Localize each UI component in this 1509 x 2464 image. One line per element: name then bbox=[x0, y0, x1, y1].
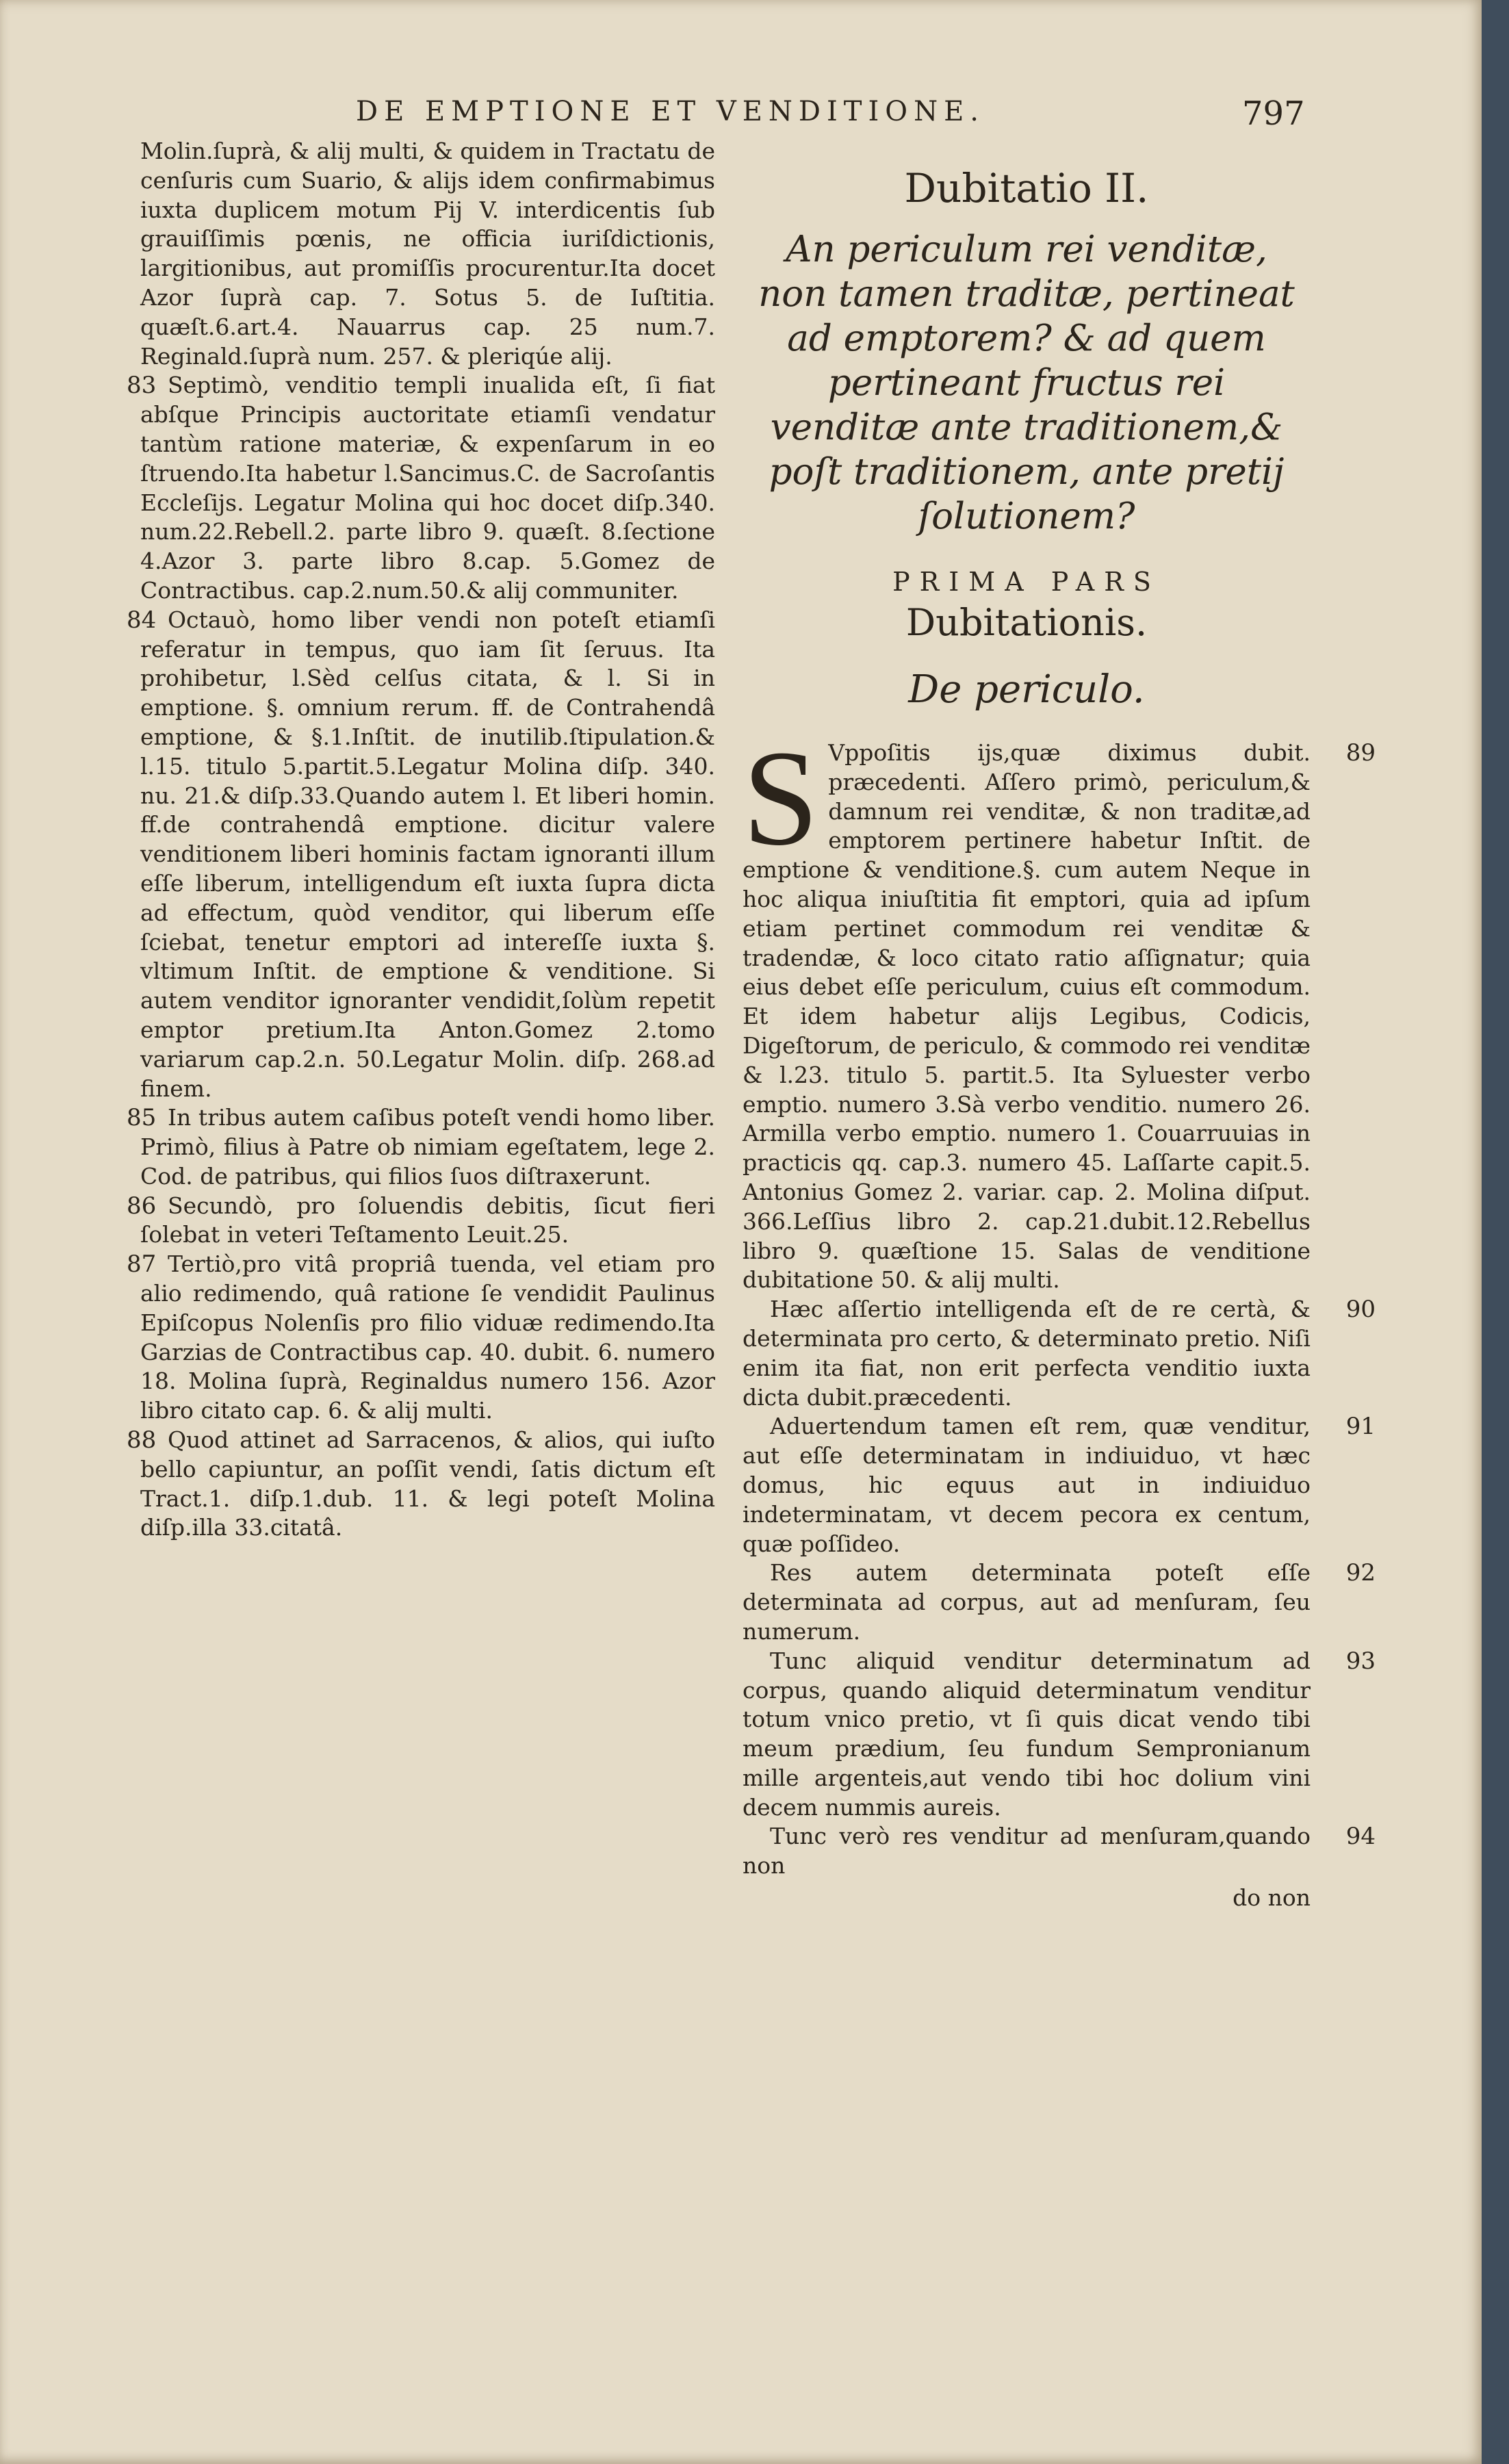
margin-number: 88 bbox=[127, 1426, 157, 1454]
dubitationis-heading: Dubitationis. bbox=[905, 601, 1148, 644]
left-column bbox=[127, 137, 715, 1543]
paragraph-text: Res autem determinata poteſt eſſe determinata ad corpus, aut ad menſuram, ſeu numerum. bbox=[743, 1559, 1311, 1645]
running-title: DE EMPTIONE ET VENDITIONE. bbox=[356, 96, 985, 127]
de-periculo-heading: De periculo. bbox=[908, 667, 1145, 712]
right-column bbox=[743, 151, 1376, 1913]
paragraph-text: Tertiò,pro vitâ propriâ tuenda, vel etiam pro alio redimendo, quâ ratione ſe vendidit Paulinus Epiſcopus Nolenſis pro filio viduæ redimendo.Ita Garzias de Contractibus cap. 40. dubit. 6. numero 18. Molina ſuprà, Reginaldus numero 156. Azor libro citato cap. 6. & alij multi. bbox=[140, 1250, 715, 1424]
paragraph-text: Octauò, homo liber vendi non poteſt etiamſi referatur in tempus, quo iam ſit ſeruus. Ita prohibetur, l.Sèd celſus citata, & l. Si in emptione. §. omnium rerum. ff. de Contrahendâ emptione, & §.1.Inſtit. de inutilib.ſtipulation.& l.15. titulo 5.partit.5.Legatur Molina diſp. 340. nu. 21.& diſp.33.Quando autem l. Et liberi homin. ff.de contrahendâ emptione. dicitur valere venditionem liberi hominis factam ignoranti illum eſſe liberum, intelligendum eſt iuxta ſupra dicta ad effectum, quòd venditor, qui liberum eſſe ſciebat, tenetur emptori ad intereſſe iuxta §. vltimum Inſtit. de emptione & venditione. Si autem venditor ignoranter vendidit,ſolùm repetit emptor pretium.Ita Anton.Gomez 2.tomo variarum cap.2.n. 50.Legatur Molin. diſp. 268.ad finem. bbox=[140, 606, 715, 1102]
margin-number: 93 bbox=[1345, 1647, 1376, 1675]
paragraph-text: In tribus autem caſibus poteſt vendi homo liber. Primò, filius à Patre ob nimiam egeſtatem, lege 2. Cod. de patribus, qui filios ſuos diſtraxerunt. bbox=[140, 1104, 715, 1190]
page-header bbox=[0, 89, 1482, 137]
dubitatio-question: An periculum rei venditæ, non tamen traditæ, pertineat ad emptorem? & ad quem pertineant fructus rei venditæ ante traditionem,& poſt traditionem, ante pretij ſolutionem? bbox=[758, 229, 1295, 537]
margin-number: 92 bbox=[1345, 1559, 1376, 1587]
paragraph-text: Tunc verò res venditur ad menſuram,quando non bbox=[743, 1823, 1311, 1879]
margin-number: 90 bbox=[1345, 1296, 1376, 1324]
margin-number: 84 bbox=[127, 606, 157, 634]
margin-number: 91 bbox=[1345, 1413, 1376, 1441]
paragraph-text: Septimò, venditio templi inualida eſt, ſi fiat abſque Principis auctoritate etiamſi vendatur tantùm ratione materiæ, & expenſarum in eo ſtruendo.Ita habetur l.Sancimus.C. de Sacroſantis Eccleſijs. Legatur Molina qui hoc docet diſp.340. num.22.Rebell.2. parte libro 9. quæſt. 8.ſectione 4.Azor 3. parte libro 8.cap. 5.Gomez de Contractibus. cap.2.num.50.& alij communiter. bbox=[140, 372, 715, 604]
margin-number: 94 bbox=[1345, 1823, 1376, 1851]
right-paragraph-89 bbox=[743, 723, 1376, 1295]
margin-number: 89 bbox=[1345, 739, 1376, 767]
right-paragraph-90 bbox=[743, 1295, 1376, 1412]
paragraph-text: Molin.ſuprà, & alij multi, & quidem in Tractatu de cenſuris cum Suario, & alijs idem confirmabimus iuxta duplicem motum Pij V. interdicentis ſub grauiſſimis pœnis, ne officia iuriſdictionis, largitionibus, aut promiſſis procurentur.Ita docet Azor ſuprà cap. 7. Sotus 5. de Iuſtitia. quæſt.6.art.4. Nauarrus cap. 25 num.7. Reginald.ſuprà num. 257. & pleriqúe alij. bbox=[140, 138, 715, 370]
margin-number: 87 bbox=[127, 1250, 157, 1279]
prima-pars-heading: PRIMA PARS bbox=[892, 567, 1161, 597]
catchword: do non bbox=[1233, 1884, 1311, 1912]
right-paragraph-92 bbox=[743, 1558, 1376, 1646]
drop-cap: S bbox=[743, 723, 819, 874]
margin-number: 85 bbox=[127, 1104, 157, 1132]
left-paragraph-85 bbox=[127, 1103, 715, 1191]
dubitatio-heading: Dubitatio II. bbox=[904, 165, 1149, 211]
page-number: 797 bbox=[1242, 94, 1305, 133]
left-paragraph-0 bbox=[140, 137, 715, 371]
margin-number: 86 bbox=[127, 1192, 157, 1220]
left-paragraph-86 bbox=[127, 1192, 715, 1250]
left-paragraph-87 bbox=[127, 1250, 715, 1426]
left-paragraph-84 bbox=[127, 606, 715, 1104]
right-paragraph-94 bbox=[743, 1822, 1376, 1881]
right-paragraph-93 bbox=[743, 1647, 1376, 1823]
margin-number: 83 bbox=[127, 372, 157, 400]
left-paragraph-88 bbox=[127, 1426, 715, 1543]
paragraph-text: Hæc aſſertio intelligenda eſt de re certà, & determinata pro certo, & determinato pretio. Niſi enim ita fiat, non erit perfecta venditio iuxta dicta dubit.præcedenti. bbox=[743, 1296, 1311, 1411]
paragraph-text: Tunc aliquid venditur determinatum ad corpus, quando aliquid determinatum venditur totum vnico pretio, vt ſi quis dicat vendo tibi meum prædium, ſeu fundum Sempronianum mille argenteis,aut vendo tibi hoc dolium vini decem nummis aureis. bbox=[743, 1647, 1311, 1821]
paragraph-text: Quod attinet ad Sarracenos, & alios, qui iuſto bello capiuntur, an poſſit vendi, ſatis dictum eſt Tract.1. diſp.1.dub. 11. & legi poteſt Molina diſp.illa 33.citatâ. bbox=[140, 1426, 715, 1541]
paragraph-text: Vppoſitis ijs,quæ diximus dubit. præcedenti. Aſſero primò, periculum,& damnum rei venditæ, & non traditæ,ad emptorem pertinere habetur Inſtit. de emptione & venditione.§. cum autem Neque in hoc aliqua iniuſtitia fit emptori, quia ad ipſum etiam pertinet commodum rei venditæ & tradendæ, & loco citato ratio aſſignatur; quia eius debet eſſe periculum, cuius eſt commodum. Et idem habetur alijs Legibus, Codicis, Digeſtorum, de periculo, & commodo rei venditæ & l.23. titulo 5. partit.5. Ita Syluester verbo emptio. numero 3.Sà verbo venditio. numero 26. Armilla verbo emptio. numero 1. Couarruuias in practicis qq. cap.3. numero 45. Laſſarte capit.5. Antonius Gomez 2. variar. cap. 2. Molina diſput. 366.Leſſius libro 2. cap.21.dubit.12.Rebellus libro 9. quæſtione 15. Salas de venditione dubitatione 50. & alij multi. bbox=[743, 739, 1311, 1294]
right-paragraph-91 bbox=[743, 1412, 1376, 1558]
left-paragraph-83 bbox=[127, 371, 715, 605]
paragraph-text: Aduertendum tamen eſt rem, quæ venditur, aut eſſe determinatam in indiuiduo, vt hæc domus, hic equus aut in indiuiduo indeterminatam, vt decem pecora ex centum, quæ poſſideo. bbox=[743, 1413, 1311, 1557]
paragraph-text: Secundò, pro ſoluendis debitis, ſicut fieri ſolebat in veteri Teſtamento Leuit.25. bbox=[140, 1192, 715, 1248]
